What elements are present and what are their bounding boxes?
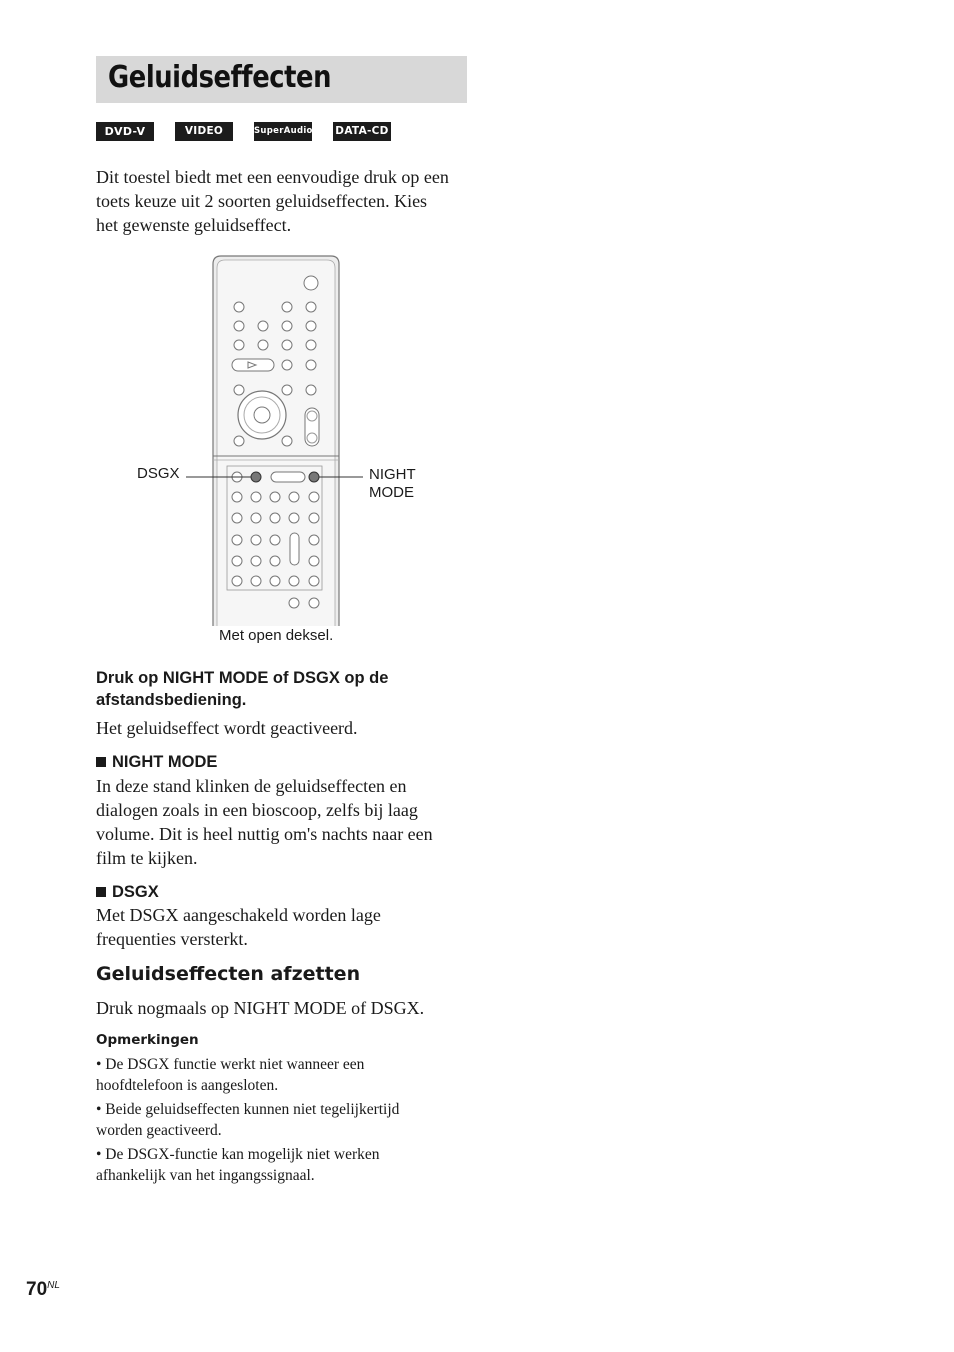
step-heading — [96, 667, 476, 711]
note-line: • De DSGX functie werkt niet wanneer een — [96, 1056, 365, 1073]
mode-line: film te kijken. — [96, 848, 198, 868]
mode-heading-night — [96, 751, 217, 773]
callout-night-mode — [369, 466, 416, 502]
mode-line: In deze stand klinken de geluidseffecten en — [96, 776, 407, 796]
note-line: • De DSGX-functie kan mogelijk niet werken — [96, 1146, 380, 1163]
step-line: Druk op NIGHT MODE of DSGX op de — [96, 669, 389, 687]
mode-text-dsgx — [96, 903, 476, 951]
page-title-bar — [96, 56, 467, 103]
notes-heading: Opmerkingen — [96, 1032, 199, 1048]
mode-line: Met DSGX aangeschakeld worden lage — [96, 905, 381, 925]
mode-line: volume. Dit is heel nuttig om's nachts naar een — [96, 824, 433, 844]
note-item — [96, 1054, 466, 1096]
badge-super-audio-cd: SuperAudioCD — [254, 122, 312, 141]
mode-heading-dsgx — [96, 881, 159, 903]
note-line: afhankelijk van het ingangssignaal. — [96, 1167, 315, 1184]
figure-caption: Met open deksel. — [219, 627, 334, 644]
callout-line: NIGHT — [369, 466, 416, 483]
bullet-square-icon — [96, 757, 106, 767]
mode-name: DSGX — [112, 883, 159, 901]
note-line: • Beide geluidseffecten kunnen niet tegelijkertijd — [96, 1101, 400, 1118]
badge-video-cd: VIDEO CD — [175, 122, 233, 141]
mode-line: dialogen zoals in een bioscoop, zelfs bij laag — [96, 800, 418, 820]
note-item — [96, 1099, 466, 1141]
page-number-block — [26, 1279, 60, 1301]
mode-line: frequenties versterkt. — [96, 929, 248, 949]
section-heading: Geluidseffecten afzetten — [96, 963, 361, 985]
page-locale: NL — [47, 1280, 60, 1291]
intro-line: het gewenste geluidseffect. — [96, 215, 292, 235]
note-line: worden geactiveerd. — [96, 1122, 222, 1139]
mode-text-night — [96, 774, 476, 870]
notes-list — [96, 1054, 466, 1186]
intro-paragraph — [96, 165, 476, 237]
disc-badges — [96, 122, 496, 156]
intro-line: toets keuze uit 2 soorten geluidseffecten. Kies — [96, 191, 428, 211]
note-line: hoofdtelefoon is aangesloten. — [96, 1077, 279, 1094]
note-item — [96, 1144, 466, 1186]
badge-data-cd: DATA-CD — [333, 122, 391, 141]
bullet-square-icon — [96, 887, 106, 897]
intro-line: Dit toestel biedt met een eenvoudige druk op een — [96, 167, 449, 187]
callout-dsgx: DSGX — [137, 465, 180, 482]
page-title: Geluidseffecten — [108, 60, 332, 95]
step-line: afstandsbediening. — [96, 691, 247, 709]
badge-dvd-v: DVD-V — [96, 122, 154, 141]
step-result: Het geluidseffect wordt geactiveerd. — [96, 718, 358, 738]
page-number: 70 — [26, 1279, 48, 1300]
remote-control-illustration — [96, 250, 476, 650]
section-text: Druk nogmaals op NIGHT MODE of DSGX. — [96, 998, 425, 1018]
callout-line: MODE — [369, 484, 414, 501]
mode-name: NIGHT MODE — [112, 753, 218, 771]
